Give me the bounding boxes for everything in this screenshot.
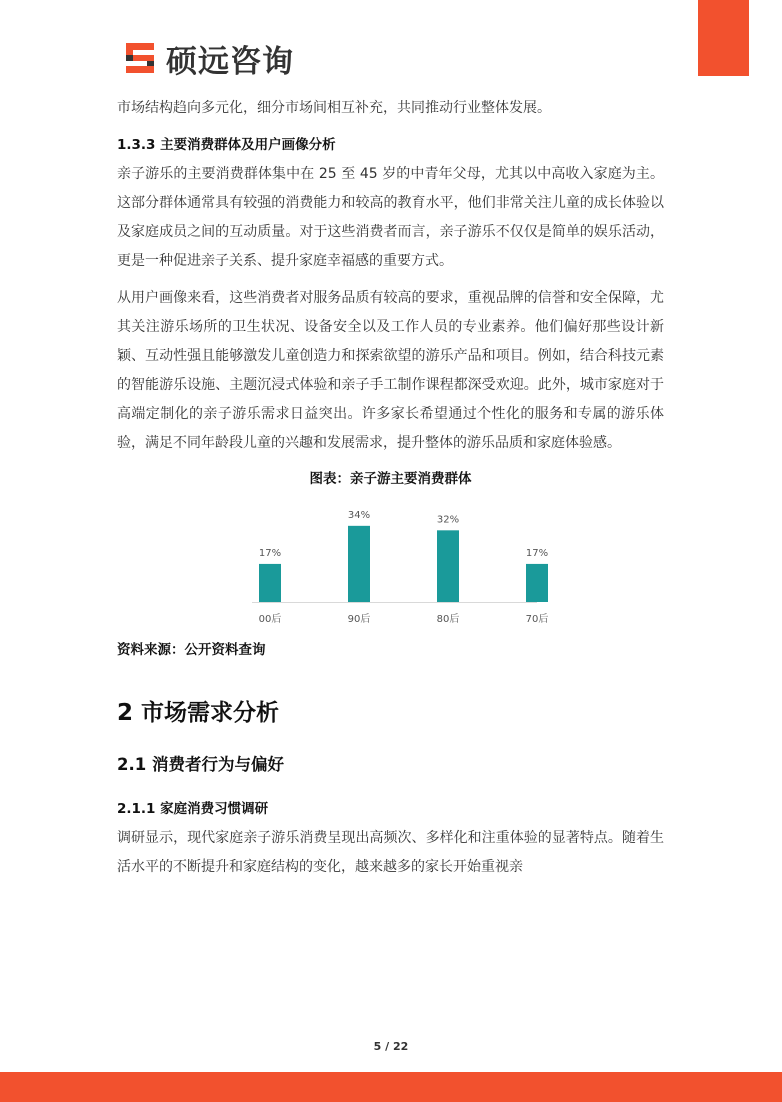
bar-00后 <box>259 564 281 602</box>
x-tick-label: 70后 <box>525 614 549 625</box>
bar-value-label: 17% <box>258 547 282 559</box>
consumer-group-chart <box>117 492 664 632</box>
x-tick-label: 00后 <box>258 614 282 625</box>
document-body <box>117 94 664 882</box>
section-heading-2-1-1: 2.1.1 家庭消费习惯调研 <box>117 801 269 817</box>
paragraph-intro: 市场结构趋向多元化，细分市场间相互补充，共同推动行业整体发展。 <box>117 100 551 116</box>
corner-accent-block <box>698 0 749 76</box>
data-source: 资料来源：公开资料查询 <box>117 642 266 658</box>
paragraph-survey: 调研显示，现代家庭亲子游乐消费呈现出高频次、多样化和注重体验的显著特点。随着生活水平的不断提升和家庭结构的变化，越来越多的家长开始重视亲 <box>117 830 664 875</box>
chapter-heading-2: 2 市场需求分析 <box>117 700 280 726</box>
bar-value-label: 34% <box>347 509 371 521</box>
footer-accent-bar <box>0 1072 782 1102</box>
x-tick-label: 80后 <box>436 614 460 625</box>
brand-name: 硕远咨询 <box>166 43 294 80</box>
section-heading-1-3-3: 1.3.3 主要消费群体及用户画像分析 <box>117 137 336 153</box>
bar-value-label: 17% <box>525 547 549 559</box>
bar-90后 <box>348 526 370 602</box>
brand-mark-icon <box>124 41 158 75</box>
bar-chart-svg <box>117 492 664 632</box>
bar-value-label: 32% <box>436 514 460 526</box>
chart-caption: 图表：亲子游主要消费群体 <box>309 471 472 487</box>
bar-80后 <box>437 530 459 602</box>
brand-logo <box>124 38 294 78</box>
section-heading-2-1: 2.1 消费者行为与偏好 <box>117 755 284 774</box>
bar-70后 <box>526 564 548 602</box>
paragraph-user-profile: 从用户画像来看，这些消费者对服务品质有较高的要求，重视品牌的信誉和安全保障，尤其关注游乐场所的卫生状况、设备安全以及工作人员的专业素养。他们偏好那些设计新颖、互动性强且能够激发儿童创造力和探索欲望的游乐产品和项目。例如，结合科技元素的智能游乐设施、主题沉浸式体验和亲子手工制作课程都深受欢迎。此外，城市家庭对于高端定制化的亲子游乐需求日益突出。许多家长希望通过个性化的服务和专属的游乐体验，满足不同年龄段儿童的兴趣和发展需求，提升整体的游乐品质和家庭体验感。 <box>117 290 664 451</box>
x-tick-label: 90后 <box>347 614 371 625</box>
page-number: 5 / 22 <box>373 1040 409 1053</box>
paragraph-consumer-group: 亲子游乐的主要消费群体集中在 25 至 45 岁的中青年父母，尤其以中高收入家庭为主。这部分群体通常具有较强的消费能力和较高的教育水平，他们非常关注儿童的成长体验以及家庭成员之间的互动质量。对于这些消费者而言，亲子游乐不仅仅是简单的娱乐活动，更是一种促进亲子关系、提升家庭幸福感的重要方式。 <box>117 166 664 269</box>
